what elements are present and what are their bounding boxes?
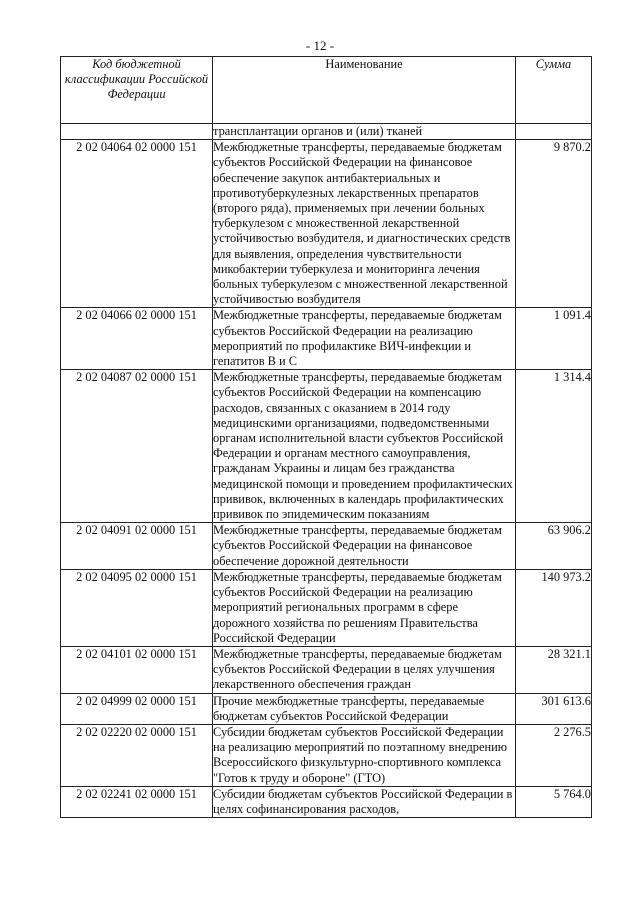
row-code: 2 02 04095 02 0000 151	[61, 569, 213, 646]
table-row	[61, 140, 592, 308]
row-code: 2 02 04101 02 0000 151	[61, 646, 213, 693]
table-row	[61, 693, 592, 724]
header-name: Наименование	[213, 57, 516, 124]
budget-table	[60, 56, 592, 818]
table-row	[61, 569, 592, 646]
row-name: Межбюджетные трансферты, передаваемые бюджетам субъектов Российской Федерации на финансовое обеспечение закупок антибактериальных и противотуберкулезных лекарственных препаратов (второго ряда), применяемых при лечении больных туберкулезом с множественной лекарственной устойчивостью возбудителя, и диагностических средств для выявления, определения чувствительности микобактерии туберкулеза и мониторинга лечения больных туберкулезом с множественной лекарственной устойчивостью возбудителя	[213, 140, 516, 308]
row-code: 2 02 02220 02 0000 151	[61, 724, 213, 786]
row-sum: 1 314.4	[516, 370, 592, 523]
page-number: - 12 -	[305, 38, 335, 53]
table-row	[61, 646, 592, 693]
header-code: Код бюджетной классификации Российской Федерации	[61, 57, 213, 124]
row-code: 2 02 04064 02 0000 151	[61, 140, 213, 308]
table-row	[61, 370, 592, 523]
row-sum: 28 321.1	[516, 646, 592, 693]
continuation-sum-cell	[516, 124, 592, 140]
row-code: 2 02 04999 02 0000 151	[61, 693, 213, 724]
table-row	[61, 308, 592, 370]
row-name: Межбюджетные трансферты, передаваемые бюджетам субъектов Российской Федерации в целях улучшения лекарственного обеспечения граждан	[213, 646, 516, 693]
continuation-row	[61, 124, 592, 140]
row-name: Межбюджетные трансферты, передаваемые бюджетам субъектов Российской Федерации на компенсацию расходов, связанных с оказанием в 2014 году медицинскими организациями, подведомственными органам исполнительной власти субъектов Российской Федерации и органам местного самоуправления, гражданам Украины и лицам без гражданства медицинской помощи и проведением профилактических прививок, включенных в календарь профилактических прививок по эпидемическим показаниям	[213, 370, 516, 523]
continuation-code-cell	[61, 124, 213, 140]
row-sum: 63 906.2	[516, 523, 592, 570]
row-name: Субсидии бюджетам субъектов Российской Федерации на реализацию мероприятий по поэтапному внедрению Всероссийского физкультурно-спортивного комплекса "Готов к труду и обороне" (ГТО)	[213, 724, 516, 786]
table-header-row	[61, 57, 592, 124]
row-sum: 1 091.4	[516, 308, 592, 370]
row-sum: 2 276.5	[516, 724, 592, 786]
row-sum: 140 973.2	[516, 569, 592, 646]
row-name: Субсидии бюджетам субъектов Российской Федерации в целях софинансирования расходов,	[213, 786, 516, 817]
row-code: 2 02 02241 02 0000 151	[61, 786, 213, 817]
row-code: 2 02 04066 02 0000 151	[61, 308, 213, 370]
row-sum: 301 613.6	[516, 693, 592, 724]
row-sum: 5 764.0	[516, 786, 592, 817]
row-name: Межбюджетные трансферты, передаваемые бюджетам субъектов Российской Федерации на реализацию мероприятий региональных программ в сфере дорожного хозяйства по решениям Правительства Российской Федерации	[213, 569, 516, 646]
row-name: Прочие межбюджетные трансферты, передаваемые бюджетам субъектов Российской Федерации	[213, 693, 516, 724]
table-row	[61, 724, 592, 786]
table-row	[61, 523, 592, 570]
row-code: 2 02 04091 02 0000 151	[61, 523, 213, 570]
row-sum: 9 870.2	[516, 140, 592, 308]
header-sum: Сумма	[516, 57, 592, 124]
row-code: 2 02 04087 02 0000 151	[61, 370, 213, 523]
table-row	[61, 786, 592, 817]
row-name: Межбюджетные трансферты, передаваемые бюджетам субъектов Российской Федерации на реализацию мероприятий по профилактике ВИЧ-инфекции и гепатитов В и С	[213, 308, 516, 370]
continuation-name-cell: трансплантации органов и (или) тканей	[213, 124, 516, 140]
row-name: Межбюджетные трансферты, передаваемые бюджетам субъектов Российской Федерации на финансовое обеспечение дорожной деятельности	[213, 523, 516, 570]
